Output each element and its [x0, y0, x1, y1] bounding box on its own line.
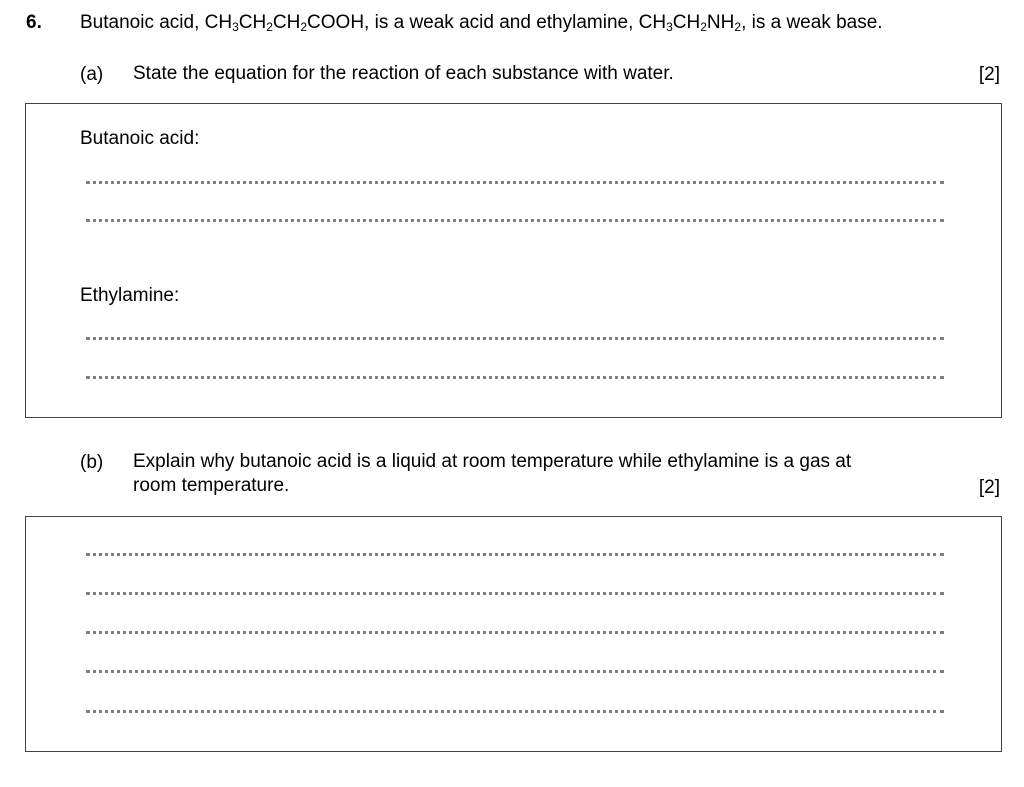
answer-line[interactable] — [86, 710, 944, 713]
answer-line[interactable] — [86, 181, 944, 184]
part-a-label: (a) — [80, 64, 104, 85]
answer-line[interactable] — [86, 592, 944, 595]
answer-line[interactable] — [86, 670, 944, 673]
part-b-label: (b) — [80, 452, 104, 473]
part-a-marks: [2] — [978, 64, 1000, 85]
answer-line[interactable] — [86, 631, 944, 634]
part-b-prompt-line-1: Explain why butanoic acid is a liquid at room temperature while ethylamine is a gas at — [133, 451, 852, 472]
part-b-prompt — [133, 450, 851, 498]
answer-line[interactable] — [86, 376, 944, 379]
ethylamine-label: Ethylamine: — [80, 285, 180, 306]
answer-line[interactable] — [86, 219, 944, 222]
answer-line[interactable] — [86, 337, 944, 340]
part-a-answer-box[interactable] — [25, 103, 1002, 418]
answer-line[interactable] — [86, 553, 944, 556]
part-a-prompt: State the equation for the reaction of each substance with water. — [133, 63, 674, 84]
part-b-prompt-line-2: room temperature. — [133, 475, 290, 496]
question-stem: Butanoic acid, $CH_3CH_2CH_2COOH$, is a weak acid and ethylamine, $CH_3CH_2NH_2$, is a weak base. — [80, 12, 883, 34]
part-b-answer-box[interactable] — [25, 516, 1002, 752]
part-b-marks: [2] — [978, 477, 1000, 498]
question-number: 6. — [26, 12, 42, 33]
butanoic-acid-label: Butanoic acid: — [80, 128, 200, 149]
